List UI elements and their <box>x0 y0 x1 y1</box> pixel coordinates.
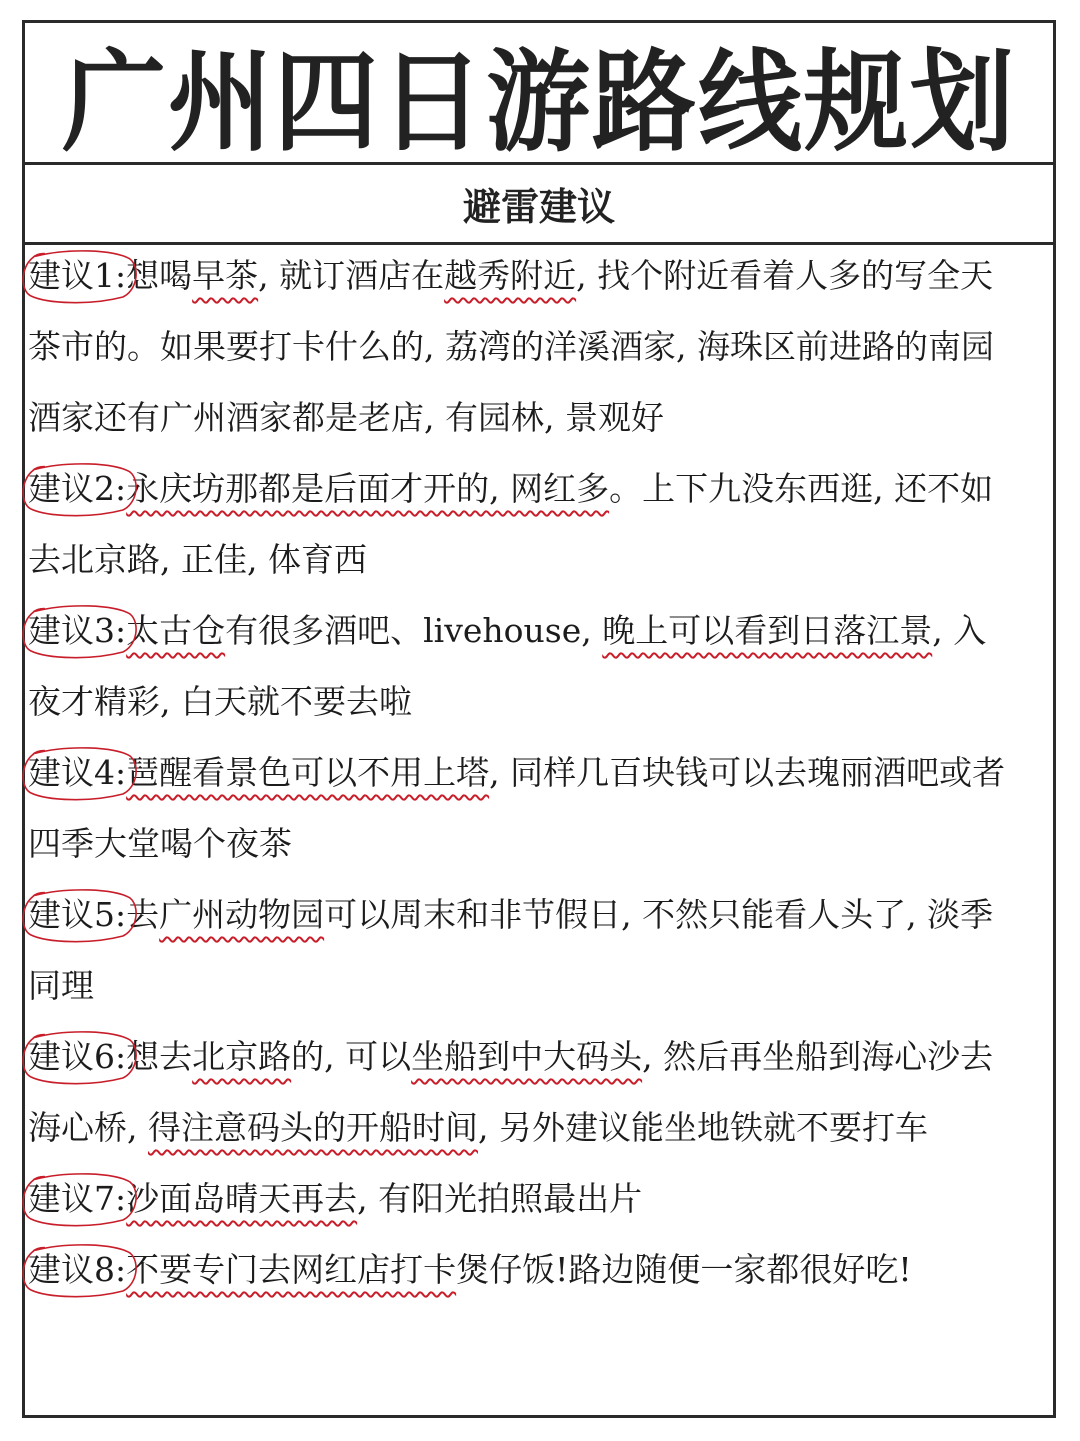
tip-text: 可以周末和非节假日, 不然只能看人头了, 淡季同理 <box>28 895 994 1005</box>
tip-text: , 找个附近看着人多的写全天茶市的。如果要打卡什么的, 荔湾的洋溪酒家, 海珠区前进路的南园酒家还有广州酒家都是老店, 有园林, 景观好 <box>28 256 994 437</box>
section-subtitle: 避雷建议 <box>462 185 615 229</box>
tip-item <box>28 1021 1013 1163</box>
tip-item <box>28 595 1013 737</box>
underlined-text: 北京路 <box>192 1037 292 1076</box>
circle-mark-icon <box>18 1242 140 1298</box>
underlined-text: 琶醒看景色可以不用上塔 <box>126 753 490 792</box>
underlined-text: 太古仓 <box>126 611 226 650</box>
tip-text: 。上下九没东西逛, 还不如去北京路, 正佳, 体育西 <box>28 469 994 579</box>
tip-text: , 有阳光拍照最出片 <box>357 1179 643 1218</box>
tip-text: 有很多酒吧、livehouse, <box>225 611 603 650</box>
tip-label: 建议1: <box>28 240 126 311</box>
circle-mark-stroke <box>23 748 136 800</box>
underlined-text: 越秀附近 <box>444 256 577 295</box>
circle-mark-icon <box>18 745 140 801</box>
circle-mark-stroke <box>23 606 136 658</box>
circle-mark-stroke <box>23 890 136 942</box>
tip-label: 建议3: <box>28 595 126 666</box>
tip-item <box>28 879 1013 1021</box>
underlined-text: 早茶 <box>192 256 259 295</box>
underlined-text: 晚上可以看到日落江景 <box>602 611 933 650</box>
circle-mark-stroke <box>23 1245 136 1297</box>
tip-text: , 另外建议能坐地铁就不要打车 <box>477 1108 928 1147</box>
tip-item <box>28 453 1013 595</box>
underlined-text: 不要专门去网红店打卡 <box>126 1250 457 1289</box>
tip-text: , 就订酒店在 <box>258 256 445 295</box>
circle-mark-icon <box>18 887 140 943</box>
circle-mark-stroke <box>23 1032 136 1084</box>
tips-list <box>28 240 1013 1305</box>
underlined-text: 得注意码头的开船时间 <box>147 1108 478 1147</box>
tip-text: 煲仔饭!路边随便一家都很好吃! <box>456 1250 912 1289</box>
tip-label: 建议8: <box>28 1234 126 1305</box>
underlined-text: 广州动物园 <box>159 895 325 934</box>
tip-label: 建议2: <box>28 453 126 524</box>
underlined-text: 沙面岛晴天再去 <box>126 1179 358 1218</box>
tip-text: , 入夜才精彩, 白天就不要去啦 <box>28 611 987 721</box>
title-box <box>25 23 1053 165</box>
tip-item <box>28 1234 1013 1305</box>
tip-text: 的, 可以 <box>291 1037 412 1076</box>
circle-mark-icon <box>18 1029 140 1085</box>
circle-mark-stroke <box>23 251 136 303</box>
tip-text: 想喝 <box>126 256 193 295</box>
circle-mark-icon <box>18 1171 140 1227</box>
tip-label: 建议5: <box>28 879 126 950</box>
tip-item <box>28 1163 1013 1234</box>
circle-mark-icon <box>18 248 140 304</box>
circle-mark-stroke <box>23 1174 136 1226</box>
tip-label: 建议4: <box>28 737 126 808</box>
page-title: 广州四日游路线规划 <box>61 37 1016 167</box>
subtitle-box <box>25 165 1053 245</box>
tip-text: 去 <box>126 895 160 934</box>
tip-text: , 然后再坐船到海心沙去海心桥, <box>28 1037 994 1147</box>
circle-mark-icon <box>18 461 140 517</box>
tip-text: 想去 <box>126 1037 193 1076</box>
circle-mark-stroke <box>23 464 136 516</box>
tip-item <box>28 737 1013 879</box>
tip-text: , 同样几百块钱可以去瑰丽酒吧或者四季大堂喝个夜茶 <box>28 753 1006 863</box>
tip-label: 建议7: <box>28 1163 126 1234</box>
tip-item <box>28 240 1013 453</box>
underlined-text: 坐船到中大码头 <box>411 1037 643 1076</box>
circle-mark-icon <box>18 603 140 659</box>
tip-label: 建议6: <box>28 1021 126 1092</box>
underlined-text: 永庆坊那都是后面才开的, 网红多 <box>126 469 610 508</box>
